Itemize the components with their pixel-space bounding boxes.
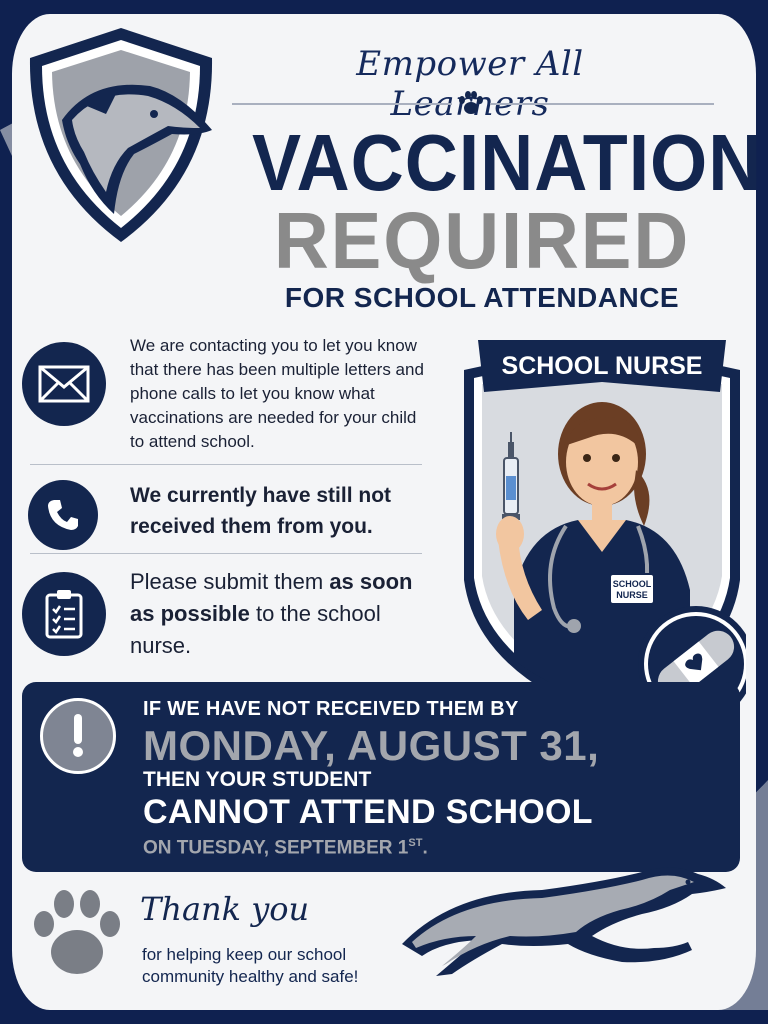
- exclamation-icon: [40, 698, 116, 774]
- title-vaccination: VACCINATION: [252, 118, 763, 207]
- clipboard-icon: [45, 589, 83, 639]
- start-date-period: .: [422, 837, 428, 859]
- thank-you-heading: Thank you: [140, 890, 310, 928]
- greyhound-icon: [392, 852, 742, 982]
- envelope-icon-circle: [22, 342, 106, 426]
- name-tag-line-1: SCHOOL: [612, 579, 652, 589]
- paw-icon: [32, 888, 122, 980]
- envelope-icon: [38, 365, 90, 403]
- school-nurse-label: SCHOOL NURSE: [501, 352, 703, 380]
- info-text-contact: We are contacting you to let you know that there has been multiple letters and phone calls to let you know what vaccinations are needed for your child to attend school.: [130, 336, 424, 451]
- name-tag-line-2: NURSE: [616, 590, 648, 600]
- tagline-divider-left: [232, 103, 452, 105]
- paw-icon: [457, 90, 485, 116]
- tagline: Empower All: [356, 44, 584, 84]
- phone-icon-circle: [28, 480, 98, 550]
- warning-line-1: IF WE HAVE NOT RECEIVED THEM BY: [143, 698, 519, 720]
- greyhound-shield-logo: [22, 24, 220, 246]
- title-required: REQUIRED: [273, 196, 691, 285]
- warning-start-date: [143, 837, 428, 859]
- clipboard-icon-circle: [22, 572, 106, 656]
- start-date-text: ON TUESDAY, SEPTEMBER 1: [143, 837, 409, 859]
- thank-you-message: for helping keep our school community healthy and safe!: [142, 945, 359, 986]
- submit-text-start: Please submit them: [130, 569, 330, 594]
- warning-cannot-attend: CANNOT ATTEND SCHOOL: [143, 793, 593, 831]
- warning-line-3: THEN YOUR STUDENT: [143, 768, 372, 791]
- submit-text-emphasis: as soon as possible: [130, 569, 413, 626]
- tagline-divider-right: [490, 103, 714, 105]
- phone-icon: [46, 498, 80, 532]
- info-text-not-received: We currently have still not received them from you.: [130, 484, 392, 538]
- info-text-submit: [130, 566, 430, 662]
- submit-text-end: to the school nurse.: [130, 601, 381, 658]
- divider: [30, 464, 422, 465]
- start-date-suffix: ST: [408, 837, 423, 849]
- warning-deadline-date: MONDAY, AUGUST 31,: [143, 722, 600, 769]
- name-tag: [610, 574, 654, 604]
- divider: [30, 553, 422, 554]
- subtitle-school-attendance: FOR SCHOOL ATTENDANCE: [284, 282, 680, 313]
